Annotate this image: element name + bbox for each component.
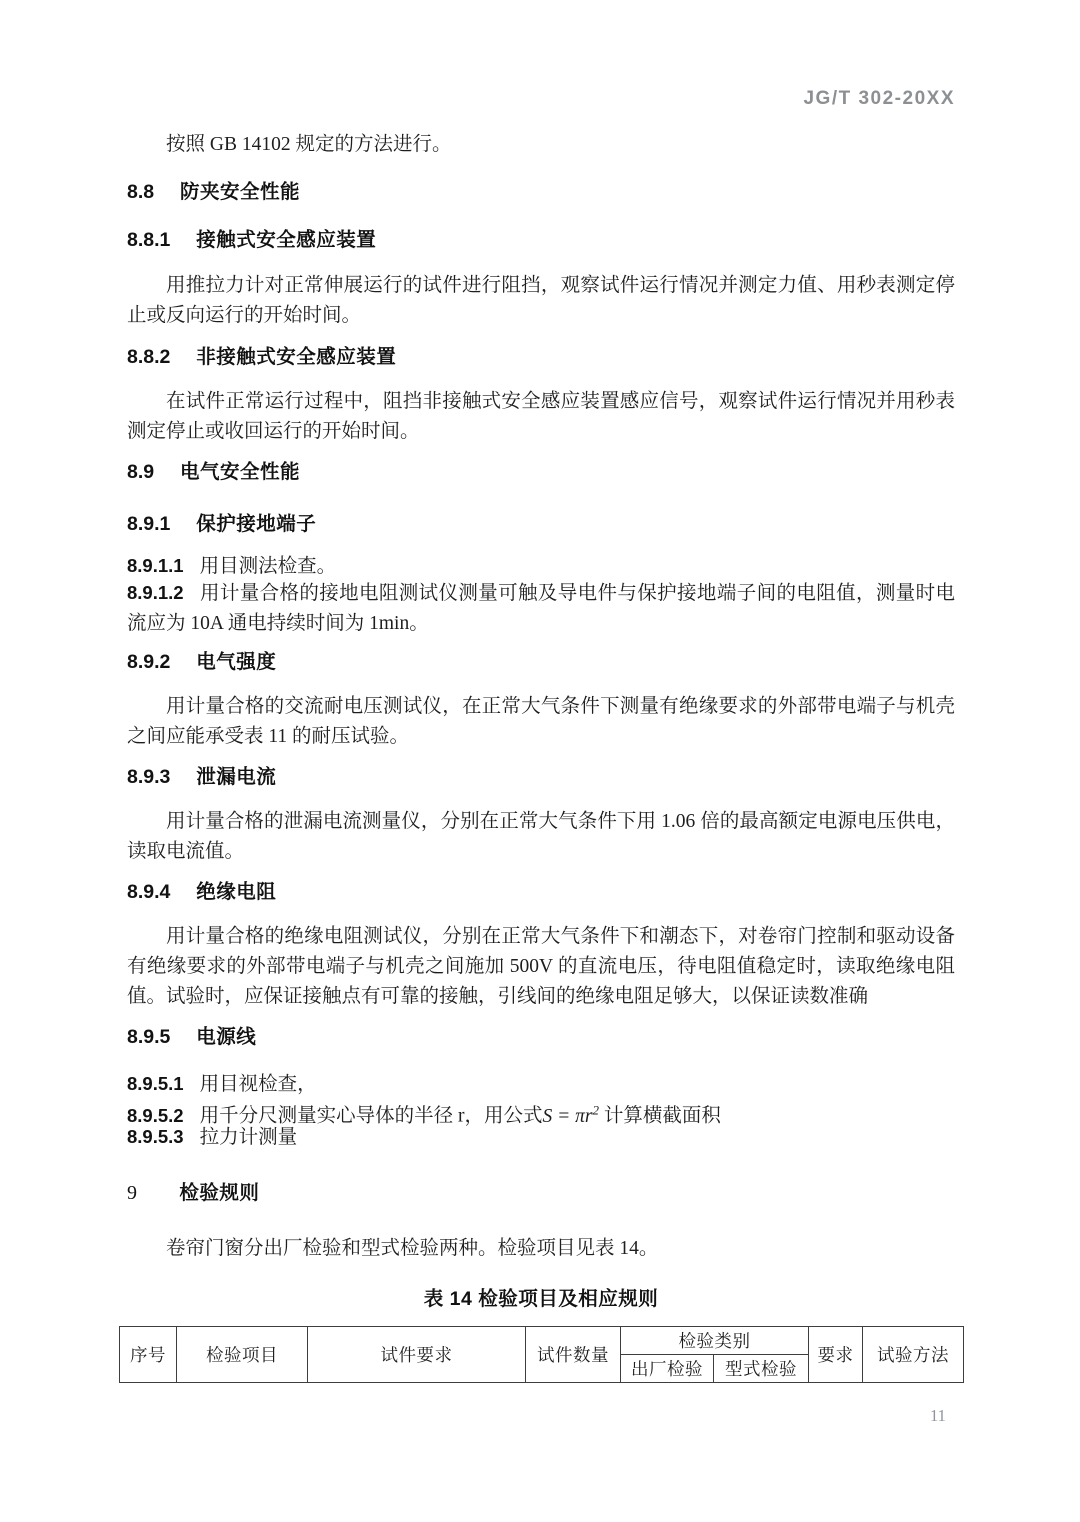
section-title: 保护接地端子: [196, 513, 317, 535]
section-number: 8.9: [127, 461, 155, 483]
section-number: 8.9.2: [127, 651, 171, 673]
clause-number: 8.9.5.3: [127, 1126, 184, 1147]
section-heading-8-8: [127, 176, 955, 204]
section-title: 绝缘电阻: [196, 881, 277, 903]
clause-8-9-5-3: [127, 1122, 955, 1153]
clause-text: 用目视检查，: [199, 1074, 317, 1095]
col-header-method: 试验方法: [863, 1327, 964, 1383]
section-title: 防夹安全性能: [180, 181, 301, 203]
clause-number: 8.9.5.1: [127, 1073, 184, 1094]
clause-number: 8.9.5.2: [127, 1104, 184, 1126]
section-number: 8.9.1: [127, 513, 171, 535]
section-heading-9: [127, 1177, 955, 1205]
section-number: 8.9.5: [127, 1026, 171, 1048]
section-title: 检验规则: [179, 1182, 260, 1204]
formula-exponent: 2: [592, 1102, 599, 1117]
section-number: 9: [127, 1182, 138, 1204]
formula-body: S = πr: [542, 1105, 593, 1127]
section-heading-8-9-2: [127, 646, 955, 674]
col-header-item: 检验项目: [177, 1327, 308, 1383]
col-header-type-inspection: 型式检验: [714, 1355, 809, 1383]
clause-text-post: 计算横截面积: [598, 1105, 721, 1127]
clause-text: 用目测法检查。: [199, 556, 337, 577]
section-heading-8-8-1: [127, 224, 955, 252]
section-heading-8-9-5: [127, 1021, 955, 1049]
clause-number: 8.9.1.2: [127, 582, 184, 603]
col-header-qty: 试件数量: [526, 1327, 621, 1383]
col-header-seq: 序号: [120, 1327, 177, 1383]
section-title: 电气安全性能: [180, 461, 301, 483]
section-title: 电气强度: [196, 651, 277, 673]
section-heading-8-9-3: [127, 761, 955, 789]
section-number: 8.9.4: [127, 881, 171, 903]
col-header-req: 要求: [809, 1327, 863, 1383]
clause-8-9-1-2: [127, 578, 955, 639]
section-title: 接触式安全感应装置: [196, 229, 377, 251]
table-14-caption: 表 14 检验项目及相应规则: [423, 1288, 659, 1310]
table-14-inspection-rules: [119, 1326, 964, 1383]
section-title: 电源线: [196, 1026, 257, 1048]
doc-code-header: JG/T 302-20XX: [803, 88, 955, 109]
clause-text: 拉力计测量: [199, 1127, 298, 1148]
col-header-spec-req: 试件要求: [308, 1327, 526, 1383]
section-heading-8-9-4: [127, 876, 955, 904]
intro-paragraph: 按照 GB 14102 规定的方法进行。: [166, 134, 452, 155]
section-number: 8.8.2: [127, 346, 171, 368]
section-number: 8.9.3: [127, 766, 171, 788]
section-heading-8-9: [127, 456, 955, 484]
section-heading-8-8-2: [127, 341, 955, 369]
paragraph-8-9-4: 用计量合格的绝缘电阻测试仪，分别在正常大气条件下和潮态下，对卷帘门控制和驱动设备有绝缘要求的外部带电端子与机壳之间施加 500V 的直流电压，待电阻值稳定时，读取绝缘电阻值。试验时，应保证接触点有可靠的接触，引线间的绝缘电阻足够大，以保证读数准确: [127, 926, 955, 1007]
col-header-category: 检验类别: [621, 1327, 809, 1355]
section-number: 8.8: [127, 181, 155, 203]
paragraph-8-8-1: 用推拉力计对正常伸展运行的试件进行阻挡，观察试件运行情况并测定力值、用秒表测定停止或反向运行的开始时间。: [127, 275, 955, 326]
section-title: 非接触式安全感应装置: [196, 346, 397, 368]
section-title: 泄漏电流: [196, 766, 277, 788]
table-header-row-1: [120, 1327, 964, 1355]
paragraph-8-8-2: 在试件正常运行过程中，阻挡非接触式安全感应装置感应信号，观察试件运行情况并用秒表测定停止或收回运行的开始时间。: [127, 391, 955, 442]
section-heading-8-9-1: [127, 508, 955, 536]
clause-text: 用计量合格的接地电阻测试仪测量可触及导电件与保护接地端子间的电阻值，测量时电流应为 10A 通电持续时间为 1min。: [127, 583, 955, 634]
paragraph-8-9-3: 用计量合格的泄漏电流测量仪，分别在正常大气条件下用 1.06 倍的最高额定电源电压供电，读取电流值。: [127, 811, 955, 862]
clause-text-pre: 用千分尺测量实心导体的半径 r，用公式: [199, 1105, 543, 1127]
section-number: 8.8.1: [127, 229, 171, 251]
paragraph-9: 卷帘门窗分出厂检验和型式检验两种。检验项目见表 14。: [166, 1238, 659, 1259]
col-header-factory-inspection: 出厂检验: [621, 1355, 714, 1383]
clause-number: 8.9.1.1: [127, 555, 184, 576]
page-number: 11: [930, 1406, 946, 1425]
paragraph-8-9-2: 用计量合格的交流耐电压测试仪，在正常大气条件下测量有绝缘要求的外部带电端子与机壳之间应能承受表 11 的耐压试验。: [127, 696, 955, 747]
